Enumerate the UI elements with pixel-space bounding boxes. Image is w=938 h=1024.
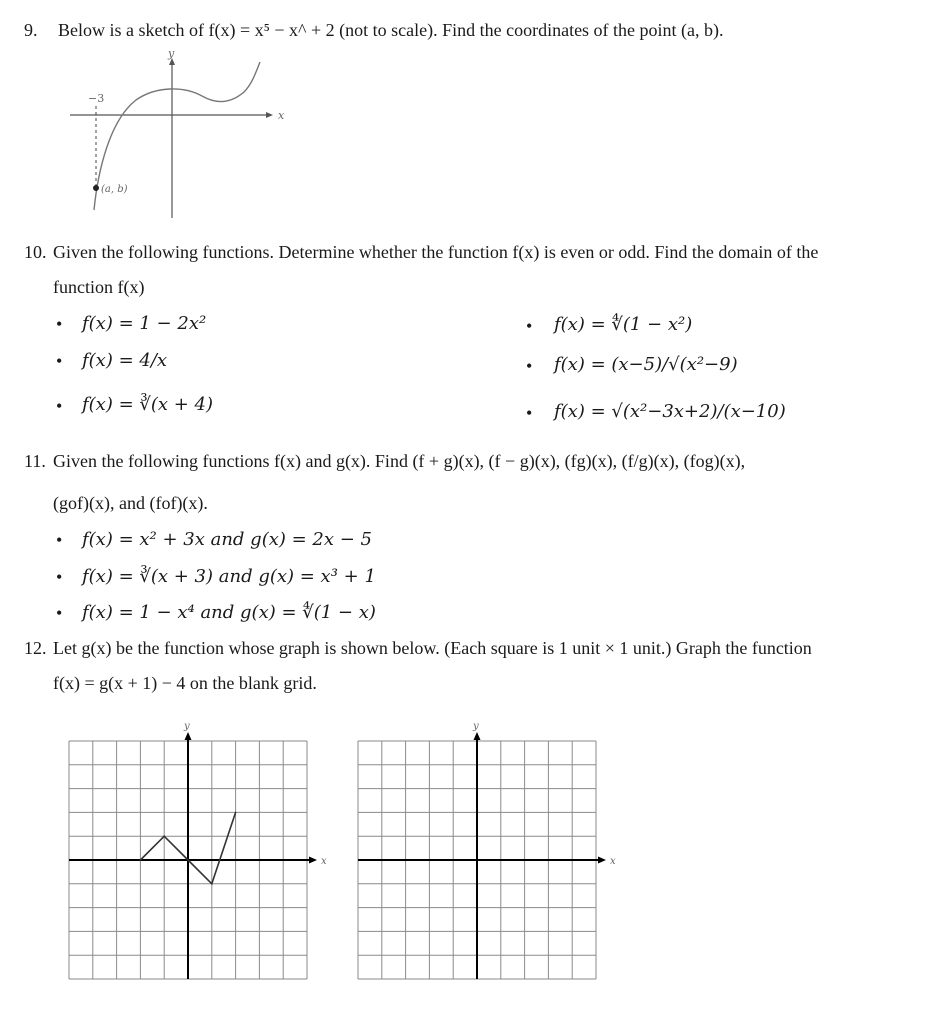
left-g-point [163,835,165,837]
q10-bullet-5: • [526,356,533,376]
q10-bullet-3: • [56,396,63,416]
q10-line1: Given the following functions. Determine whether the function f(x) is even or odd. Find the domain of the [53,242,819,262]
q10-bullet-1: • [56,314,63,334]
q9-tick-label: −3 [88,92,105,105]
q11-item-2: f(x) = ∛(x + 3) and g(x) = x³ + 1 [82,566,376,587]
q11-bullet-3: • [56,603,63,623]
q10-line2: function f(x) [53,277,145,297]
q9-y-label: y [168,50,175,60]
q9-x-arrow [266,112,273,118]
q11-item-3: f(x) = 1 − x⁴ and g(x) = ∜(1 − x) [82,602,376,623]
q9-point [93,185,99,191]
q12-line2: f(x) = g(x + 1) − 4 on the blank grid. [53,673,317,693]
q11-item-1: f(x) = x² + 3x and g(x) = 2x − 5 [82,529,372,550]
right-y-label: y [473,721,479,732]
q10-bullet-6: • [526,403,533,423]
left-g-point [211,883,213,885]
q11-bullet-2: • [56,567,63,587]
q12-line1: Let g(x) be the function whose graph is shown below. (Each square is 1 unit × 1 unit.) Graph the function [53,638,812,658]
q11-line2: (gof)(x), and (fof)(x). [53,493,208,513]
left-x-label: x [321,856,327,867]
q10-right-2: f(x) = (x−5)/√(x²−9) [554,354,738,375]
q9-x-label: x [278,109,285,122]
left-y-label: y [184,721,190,732]
blank-grid [349,718,619,988]
q10-bullet-2: • [56,351,63,371]
q9-text: Below is a sketch of f(x) = x⁵ − x^ + 2 (not to scale). Find the coordinates of the point (a, b). [58,20,724,40]
q10-right-1: f(x) = ∜(1 − x²) [554,314,693,335]
q10-bullet-4: • [526,316,533,336]
left-y-arrow [185,732,192,740]
q9-point-label: (a, b) [101,184,128,195]
q9-sketch [64,50,294,220]
right-x-arrow [598,857,606,864]
left-x-arrow [309,857,317,864]
q11-bullet-1: • [56,530,63,550]
q10-left-2: f(x) = 4/x [82,350,168,371]
right-y-arrow [474,732,481,740]
q10-number: 10. [24,242,47,262]
left-g-point [235,812,237,814]
left-g-point [140,859,142,861]
left-g-point [187,859,189,861]
q10-left-1: f(x) = 1 − 2x² [82,313,207,334]
q11-number: 11. [24,451,46,471]
right-x-label: x [610,856,616,867]
q9-number: 9. [24,20,38,40]
g-graph-grid [60,718,330,988]
q11-line1: Given the following functions f(x) and g(x). Find (f + g)(x), (f − g)(x), (fg)(x), (f/g)(x), (fog)(x), [53,451,746,471]
q10-right-3: f(x) = √(x²−3x+2)/(x−10) [554,401,786,422]
q10-left-3: f(x) = ∛(x + 4) [82,394,214,415]
q12-number: 12. [24,638,47,658]
